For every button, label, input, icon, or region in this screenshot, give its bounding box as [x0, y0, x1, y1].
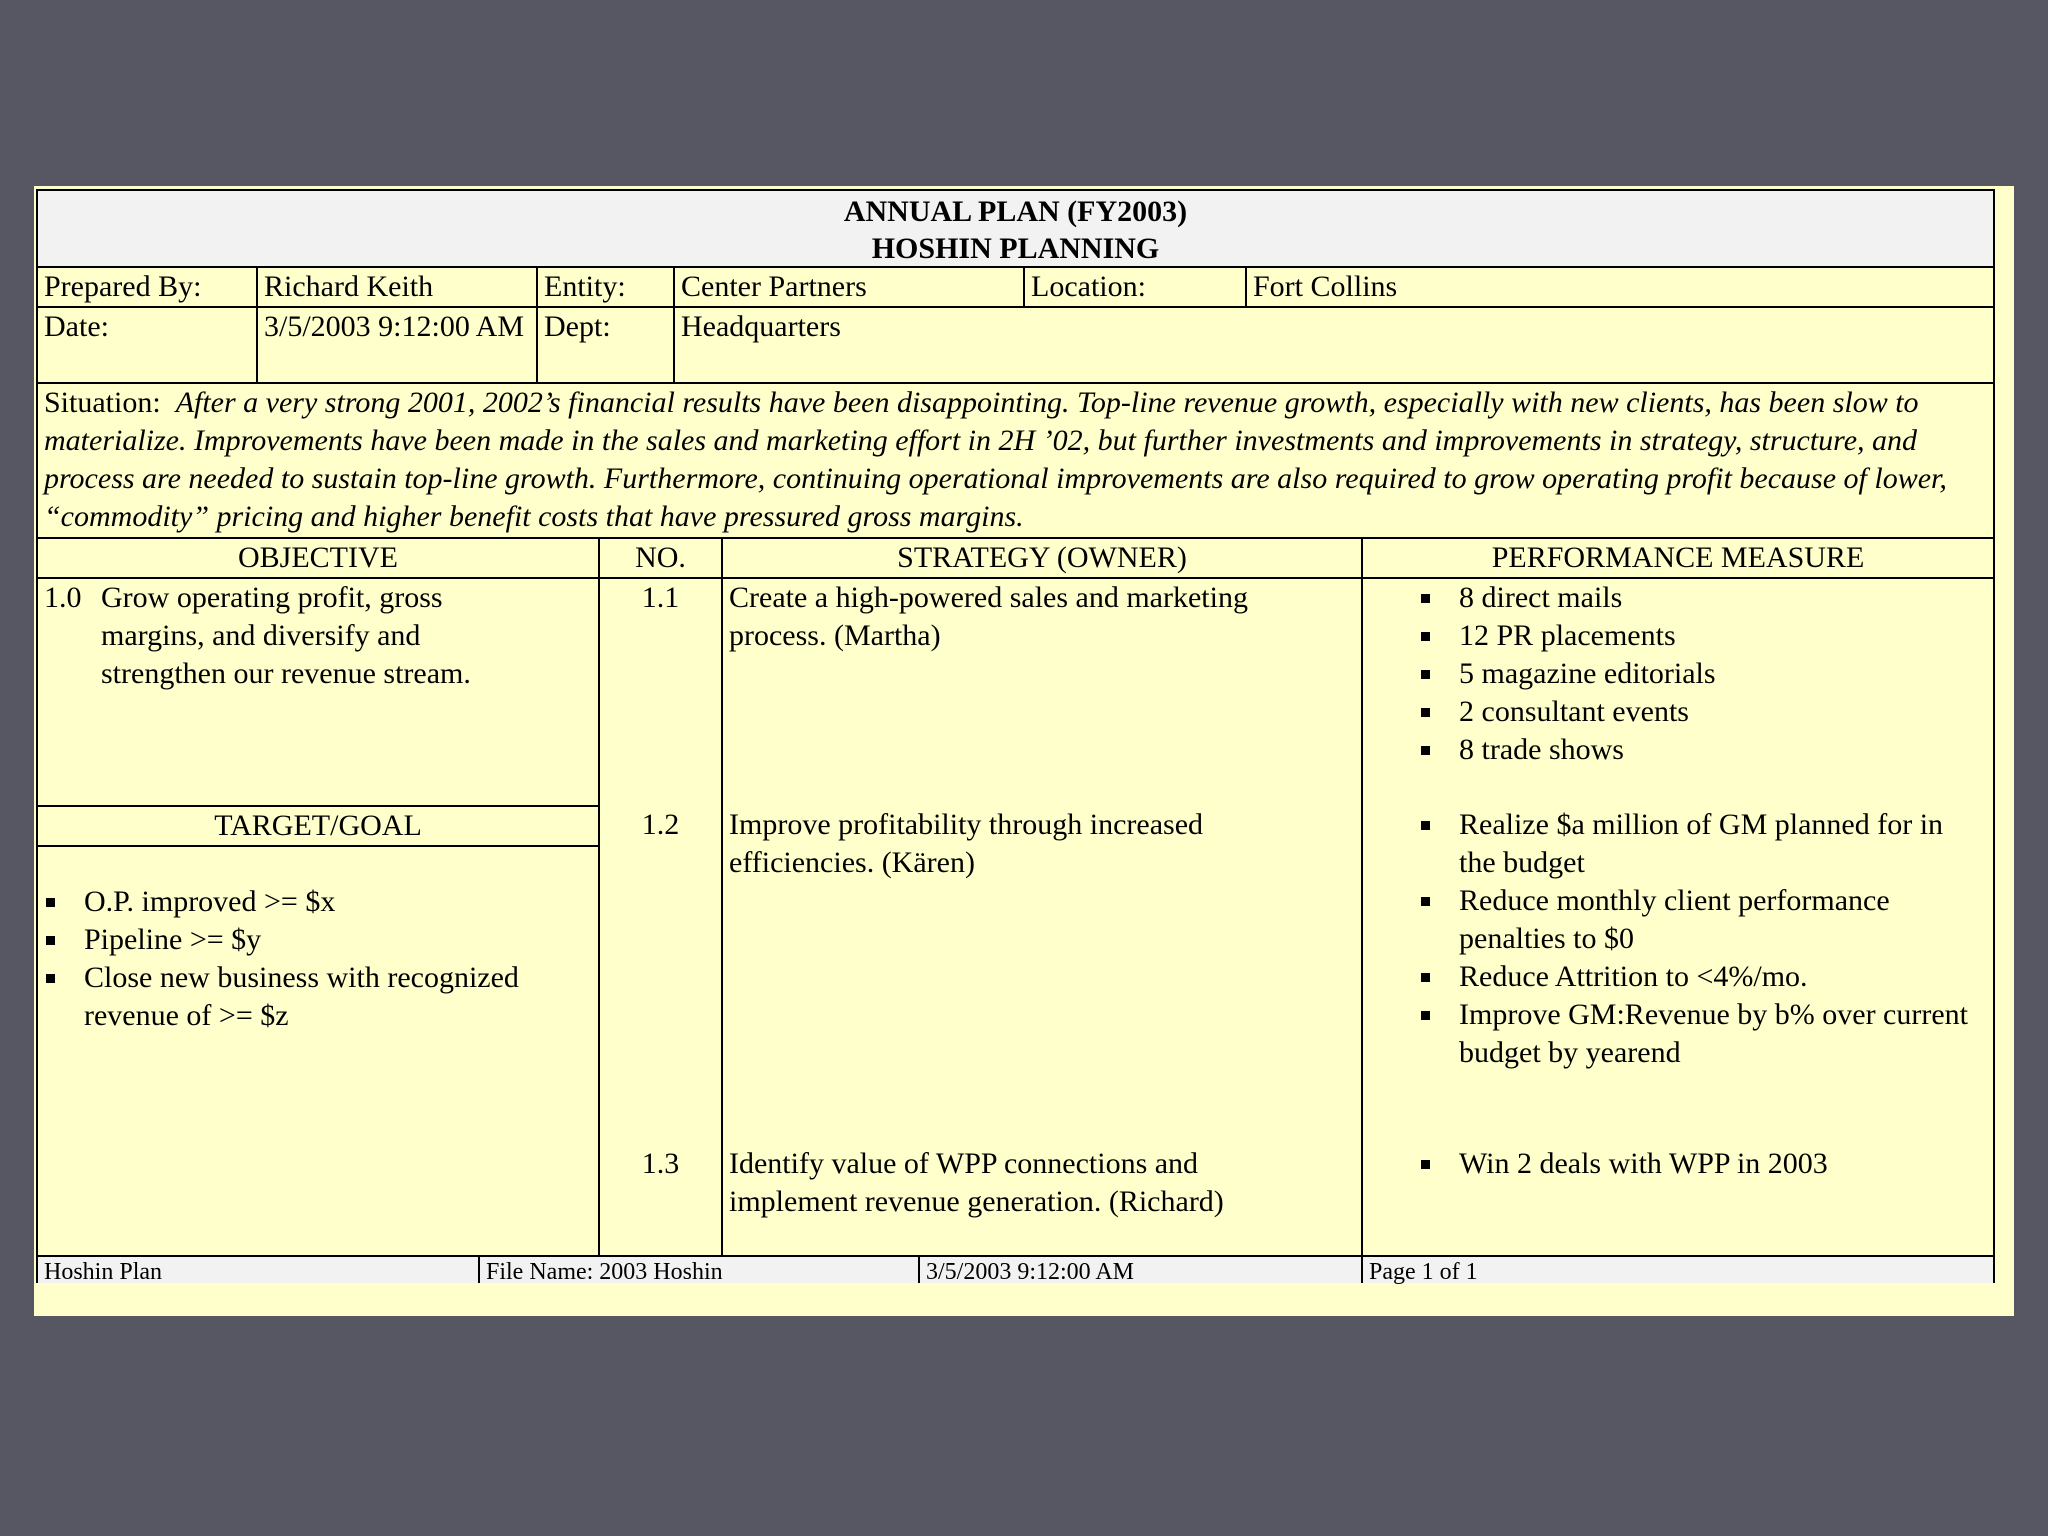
- location-value: Fort Collins: [1245, 266, 1993, 306]
- measure-item: Win 2 deals with WPP in 2003: [1413, 1145, 1973, 1183]
- measure-item: Reduce monthly client performance penalties to $0: [1413, 882, 1973, 958]
- objective-number: 1.0: [44, 581, 82, 614]
- target-goal-item: O.P. improved >= $x: [38, 883, 578, 921]
- footer-file-name: File Name: 2003 Hoshin: [478, 1255, 918, 1283]
- form-title: [38, 191, 1993, 266]
- measure-item: 12 PR placements: [1413, 617, 1973, 655]
- strategy-column: [721, 577, 1361, 1255]
- measure-item: Realize $a million of GM planned for in the budget: [1413, 806, 1973, 882]
- date-value: 3/5/2003 9:12:00 AM: [256, 306, 536, 382]
- strategy-number: 1.1: [641, 581, 680, 614]
- title-line-1: ANNUAL PLAN (FY2003): [843, 195, 1188, 228]
- measure-item: 8 trade shows: [1413, 731, 1973, 769]
- dept-label: Dept:: [536, 306, 673, 382]
- prepared-by-value: Richard Keith: [256, 266, 536, 306]
- target-goal-item: Close new business with recognized revenue of >= $z: [38, 959, 578, 1035]
- performance-measure-header: PERFORMANCE MEASURE: [1361, 537, 1993, 577]
- title-line-2: HOSHIN PLANNING: [871, 232, 1160, 265]
- footer-page: Page 1 of 1: [1361, 1255, 1993, 1283]
- target-goal-header: TARGET/GOAL: [38, 805, 598, 845]
- no-header: NO.: [598, 537, 721, 577]
- target-goal-cell: [38, 845, 598, 1255]
- strategy-number: 1.2: [641, 808, 680, 841]
- strategy-text: Identify value of WPP connections and implement revenue generation. (Richard): [729, 1147, 1224, 1218]
- objective-text: Grow operating profit, gross margins, and diversify and strengthen our revenue stream.: [101, 581, 471, 690]
- strategy-number: 1.3: [641, 1147, 680, 1180]
- measure-item: Improve GM:Revenue by b% over current budget by yearend: [1413, 996, 1973, 1072]
- dept-value: Headquarters: [673, 306, 1993, 382]
- no-column: [598, 577, 721, 1255]
- strategy-text: Create a high-powered sales and marketing process. (Martha): [729, 581, 1248, 652]
- measure-item: Reduce Attrition to <4%/mo.: [1413, 958, 1973, 996]
- target-goal-item: Pipeline >= $y: [38, 921, 578, 959]
- situation-block: [38, 382, 1993, 537]
- prepared-by-label: Prepared By:: [38, 266, 256, 306]
- measure-item: 2 consultant events: [1413, 693, 1973, 731]
- situation-label: Situation:: [44, 386, 161, 419]
- measure-item: 8 direct mails: [1413, 579, 1973, 617]
- objective-cell: [38, 577, 598, 805]
- footer-timestamp: 3/5/2003 9:12:00 AM: [918, 1255, 1361, 1283]
- objective-header: OBJECTIVE: [38, 537, 598, 577]
- hoshin-form: [36, 189, 1995, 1283]
- date-label: Date:: [38, 306, 256, 382]
- location-label: Location:: [1023, 266, 1245, 306]
- strategy-header: STRATEGY (OWNER): [721, 537, 1361, 577]
- performance-measure-column: [1361, 577, 1993, 1255]
- measure-item: 5 magazine editorials: [1413, 655, 1973, 693]
- situation-text: After a very strong 2001, 2002’s financial results have been disappointing. Top-line revenue growth, especially with new clients, has been slow to materialize. Improvements have been made in the sales and marketing effort in 2H ’02, but further investments and improvements in strategy, structure, and process are needed to sustain top-line growth. Furthermore, continuing operational improvements are also required to grow operating profit because of lower, “commodity” pricing and higher benefit costs that have pressured gross margins.: [44, 386, 1947, 533]
- document-page: [34, 186, 2014, 1316]
- footer-plan: Hoshin Plan: [38, 1255, 478, 1283]
- entity-label: Entity:: [536, 266, 673, 306]
- entity-value: Center Partners: [673, 266, 1023, 306]
- strategy-text: Improve profitability through increased efficiencies. (Kären): [729, 808, 1204, 879]
